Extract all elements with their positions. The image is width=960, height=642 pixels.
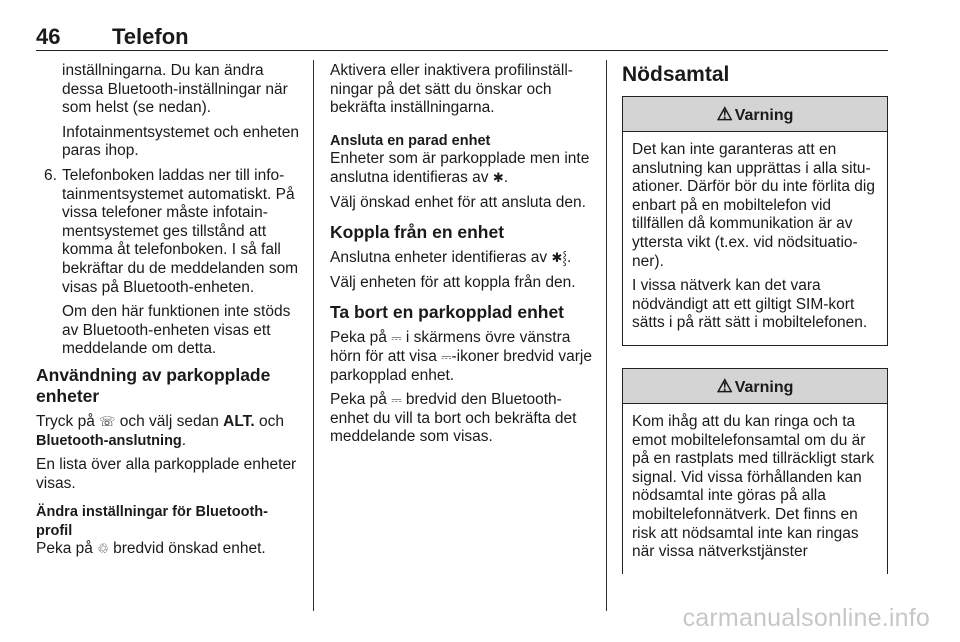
column-1 [36, 62, 302, 565]
page-header [36, 22, 888, 51]
paragraph: Peka på ⎓ i skärmens övre vänstra hörn för att visa ⎓-ikoner bredvid varje parkopplad enhet. [330, 329, 592, 384]
alt-label: ALT. [223, 412, 255, 430]
section-heading: Ta bort en parkopplad enhet [330, 302, 565, 323]
paragraph: En lista över alla parkopplade enheter visas. [36, 456, 297, 492]
column-divider [313, 60, 314, 611]
bluetooth-connection-label: Bluetooth-anslutning [36, 432, 182, 449]
warning-label: Varning [734, 107, 794, 124]
warning-header [623, 97, 887, 132]
warning-body [623, 132, 887, 345]
paragraph: Välj enheten för att koppla från den. [330, 273, 576, 291]
subheading: Ansluta en parad enhet [330, 132, 491, 149]
warning-header [623, 369, 887, 404]
paragraph: Aktivera eller inaktivera profilinställningar på det sätt du önskar och bekräfta inställningarna. [330, 62, 573, 117]
paragraph: Kom ihåg att du kan ringa och ta emot mobiltelefonsamtal om du är på en rastplats med tillräckligt stark signal. Vid vissa förhållanden kan nödsamtal inte göras på alla mobiltelefonnätverk. Det finns en risk att nödsamtal inte kan ringas när vissa nätverkstjänster [632, 412, 875, 561]
settings-icon: ♲ [97, 541, 109, 557]
warning-icon: ⚠ [716, 104, 733, 124]
watermark: carmanualsonline.info [682, 604, 930, 632]
section-heading: Koppla från en enhet [330, 222, 505, 243]
list-item [36, 167, 302, 297]
warning-box [622, 368, 888, 574]
warning-body [623, 404, 887, 574]
paragraph: Peka på ♲ bredvid önskad enhet. [36, 540, 266, 558]
paragraph: Peka på ⎓ bredvid den Bluetooth-enhet du vill ta bort och bekräfta det meddelande som visas. [330, 391, 577, 446]
paragraph: Om den här funktionen inte stöds av Bluetooth-enheten visas ett meddelande om detta. [62, 303, 291, 358]
paragraph: Välj önskad enhet för att ansluta den. [330, 193, 586, 211]
page-number: 46 [36, 24, 61, 49]
phone-icon: ☏ [99, 413, 116, 429]
paragraph: Det kan inte garanteras att en anslutning kan upprättas i alla situationer. Därför bör du inte förlita dig enbart på en mobiltelefon vid tillfällen då kommunikation är av yttersta vikt (t.ex. vid nödsituationer). [632, 141, 875, 270]
trash-icon: ⎓ [391, 392, 402, 408]
paragraph: I vissa nätverk kan det vara nödvändigt att ett giltigt SIM-kort sätts i på rätt sätt i mobiltelefonen. [632, 277, 868, 332]
trash-icon: ⎓ [391, 330, 402, 346]
warning-label: Varning [734, 378, 794, 396]
subheading: Ändra inställningar för Bluetooth-profil [36, 504, 268, 539]
section-title: Telefon [112, 24, 189, 49]
paragraph: Enheter som är parkopplade men inte anslutna identifieras av ✱. [330, 150, 590, 186]
section-heading: Nödsamtal [622, 63, 730, 86]
paragraph: Infotainmentsystemet och enheten paras ihop. [62, 123, 299, 160]
column-divider [606, 60, 607, 611]
warning-icon: ⚠ [716, 375, 733, 396]
section-heading: Användning av parkopplade enheter [36, 364, 271, 406]
paragraph: Tryck på ☏ och välj sedan ALT. och Bluetooth-anslutning. [36, 412, 285, 449]
list-number: 6. [44, 166, 57, 184]
bluetooth-active-icon: ✱⸾ [551, 250, 567, 266]
warning-box [622, 96, 888, 346]
paragraph: inställningarna. Du kan ändra dessa Bluetooth-inställningar när som helst (se nedan). [62, 62, 288, 117]
bluetooth-inactive-icon: ✱ [492, 169, 504, 185]
column-3 [622, 62, 888, 596]
paragraph: Anslutna enheter identifieras av ✱⸾. [330, 249, 572, 267]
column-2 [330, 62, 596, 453]
list-item-text: Telefonboken laddas ner till infotainmentsystemet automatiskt. På vissa telefoner måste infotainmentsystemet ges tillstånd att komma åt telefonboken. I så fall bekräftar du de meddelanden som visas på Bluetooth-enheten. [62, 166, 299, 296]
trash-icon: ⎓ [441, 348, 452, 364]
